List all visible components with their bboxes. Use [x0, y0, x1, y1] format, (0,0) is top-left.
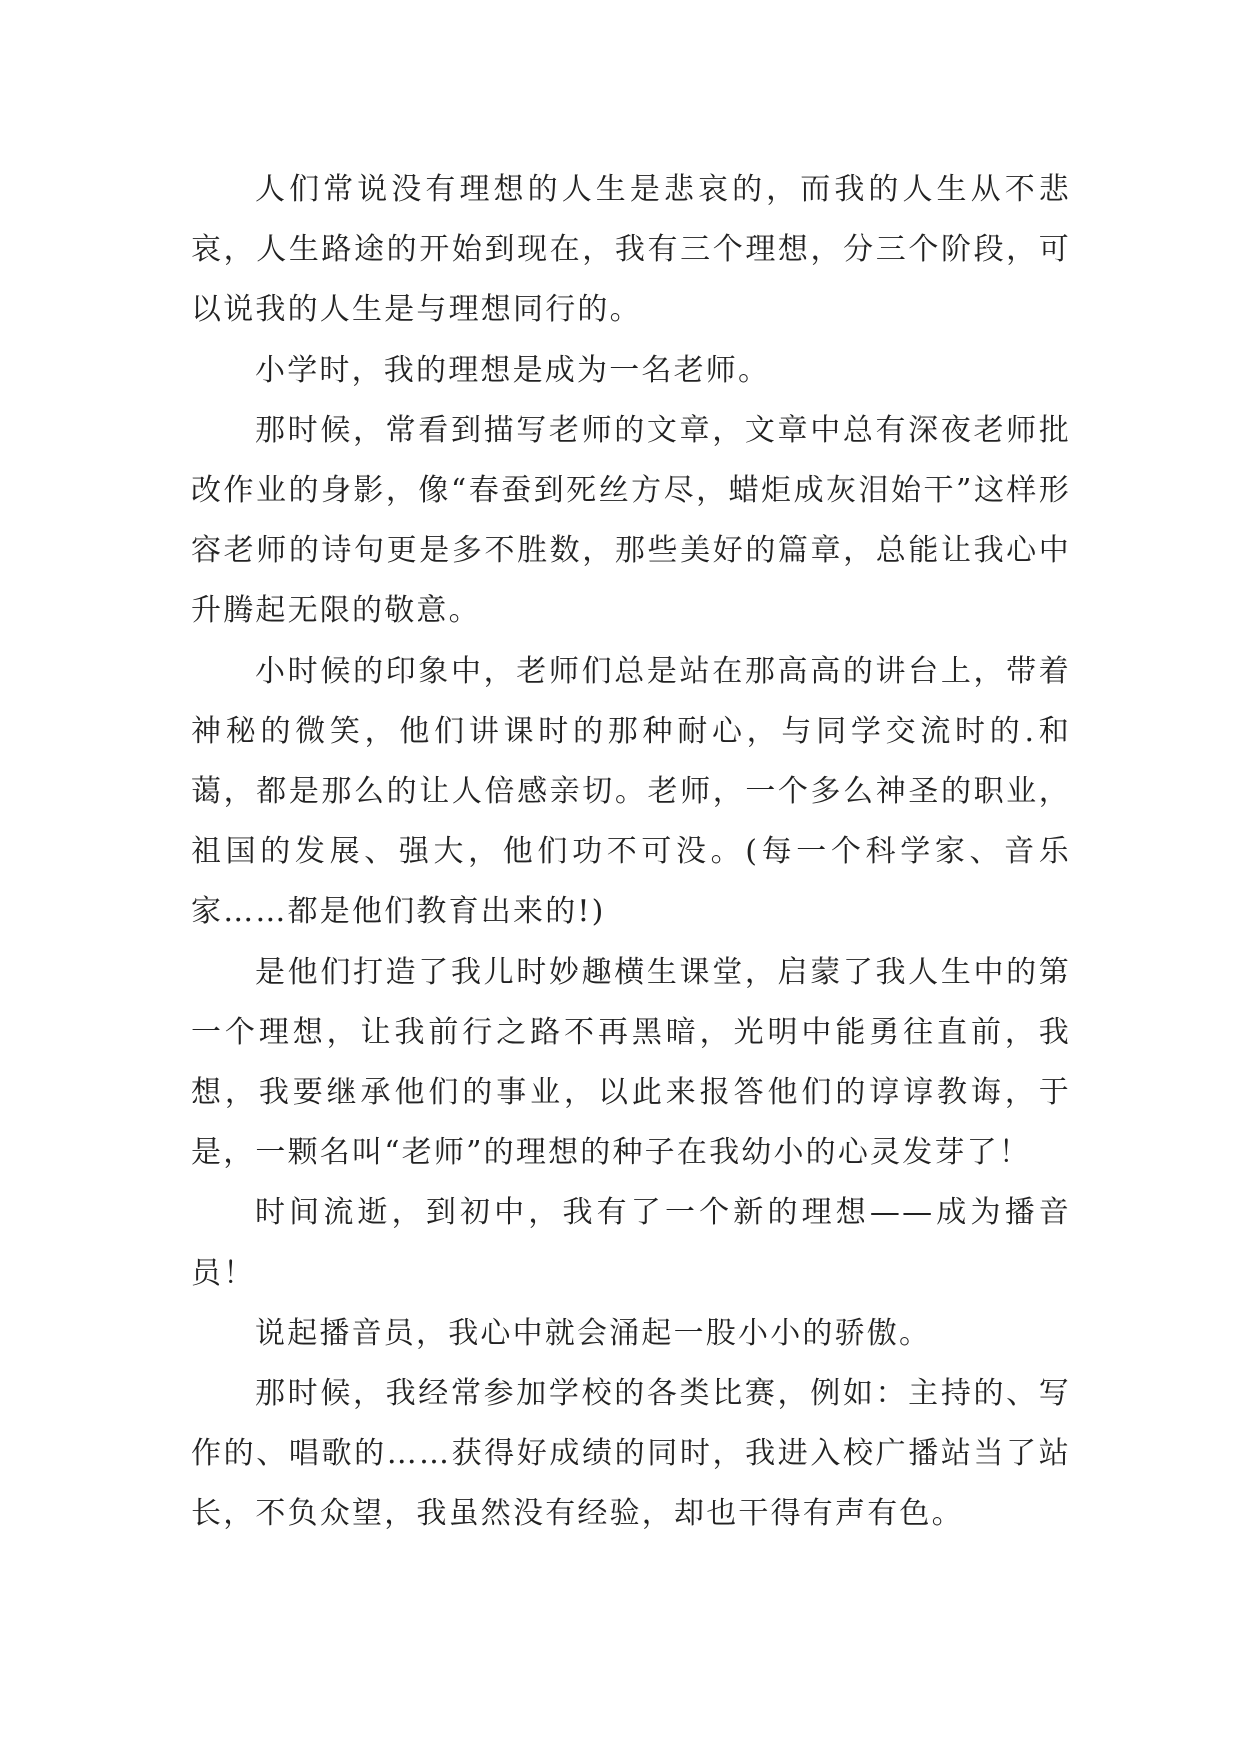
- paragraph: 人们常说没有理想的人生是悲哀的，而我的人生从不悲哀，人生路途的开始到现在，我有三个理想，分三个阶段，可以说我的人生是与理想同行的。: [191, 172, 1071, 328]
- paragraph: 时间流逝，到初中，我有了一个新的理想——成为播音员！: [191, 1195, 1071, 1291]
- paragraph: 是他们打造了我儿时妙趣横生课堂，启蒙了我人生中的第一个理想，让我前行之路不再黑暗，光明中能勇往直前，我想，我要继承他们的事业，以此来报答他们的谆谆教诲，于是，一颗名叫“老师”的理想的种子在我幼小的心灵发芽了！: [191, 954, 1071, 1171]
- paragraph: 小学时，我的理想是成为一名老师。: [255, 352, 771, 388]
- paragraph: 那时候，我经常参加学校的各类比赛，例如：主持的、写作的、唱歌的……获得好成绩的同时，我进入校广播站当了站长，不负众望，我虽然没有经验，却也干得有声有色。: [191, 1376, 1071, 1532]
- paragraph: 小时候的印象中，老师们总是站在那高高的讲台上，带着神秘的微笑，他们讲课时的那种耐心，与同学交流时的.和蔼，都是那么的让人倍感亲切。老师，一个多么神圣的职业，祖国的发展、强大，他们功不可没。(每一个科学家、音乐家……都是他们教育出来的!): [191, 653, 1071, 930]
- paragraph: 说起播音员，我心中就会涌起一股小小的骄傲。: [255, 1315, 932, 1351]
- document-page: [191, 160, 1071, 1545]
- paragraph: 那时候，常看到描写老师的文章，文章中总有深夜老师批改作业的身影，像“春蚕到死丝方尽，蜡炬成灰泪始干”这样形容老师的诗句更是多不胜数，那些美好的篇章，总能让我心中升腾起无限的敬意。: [191, 412, 1071, 629]
